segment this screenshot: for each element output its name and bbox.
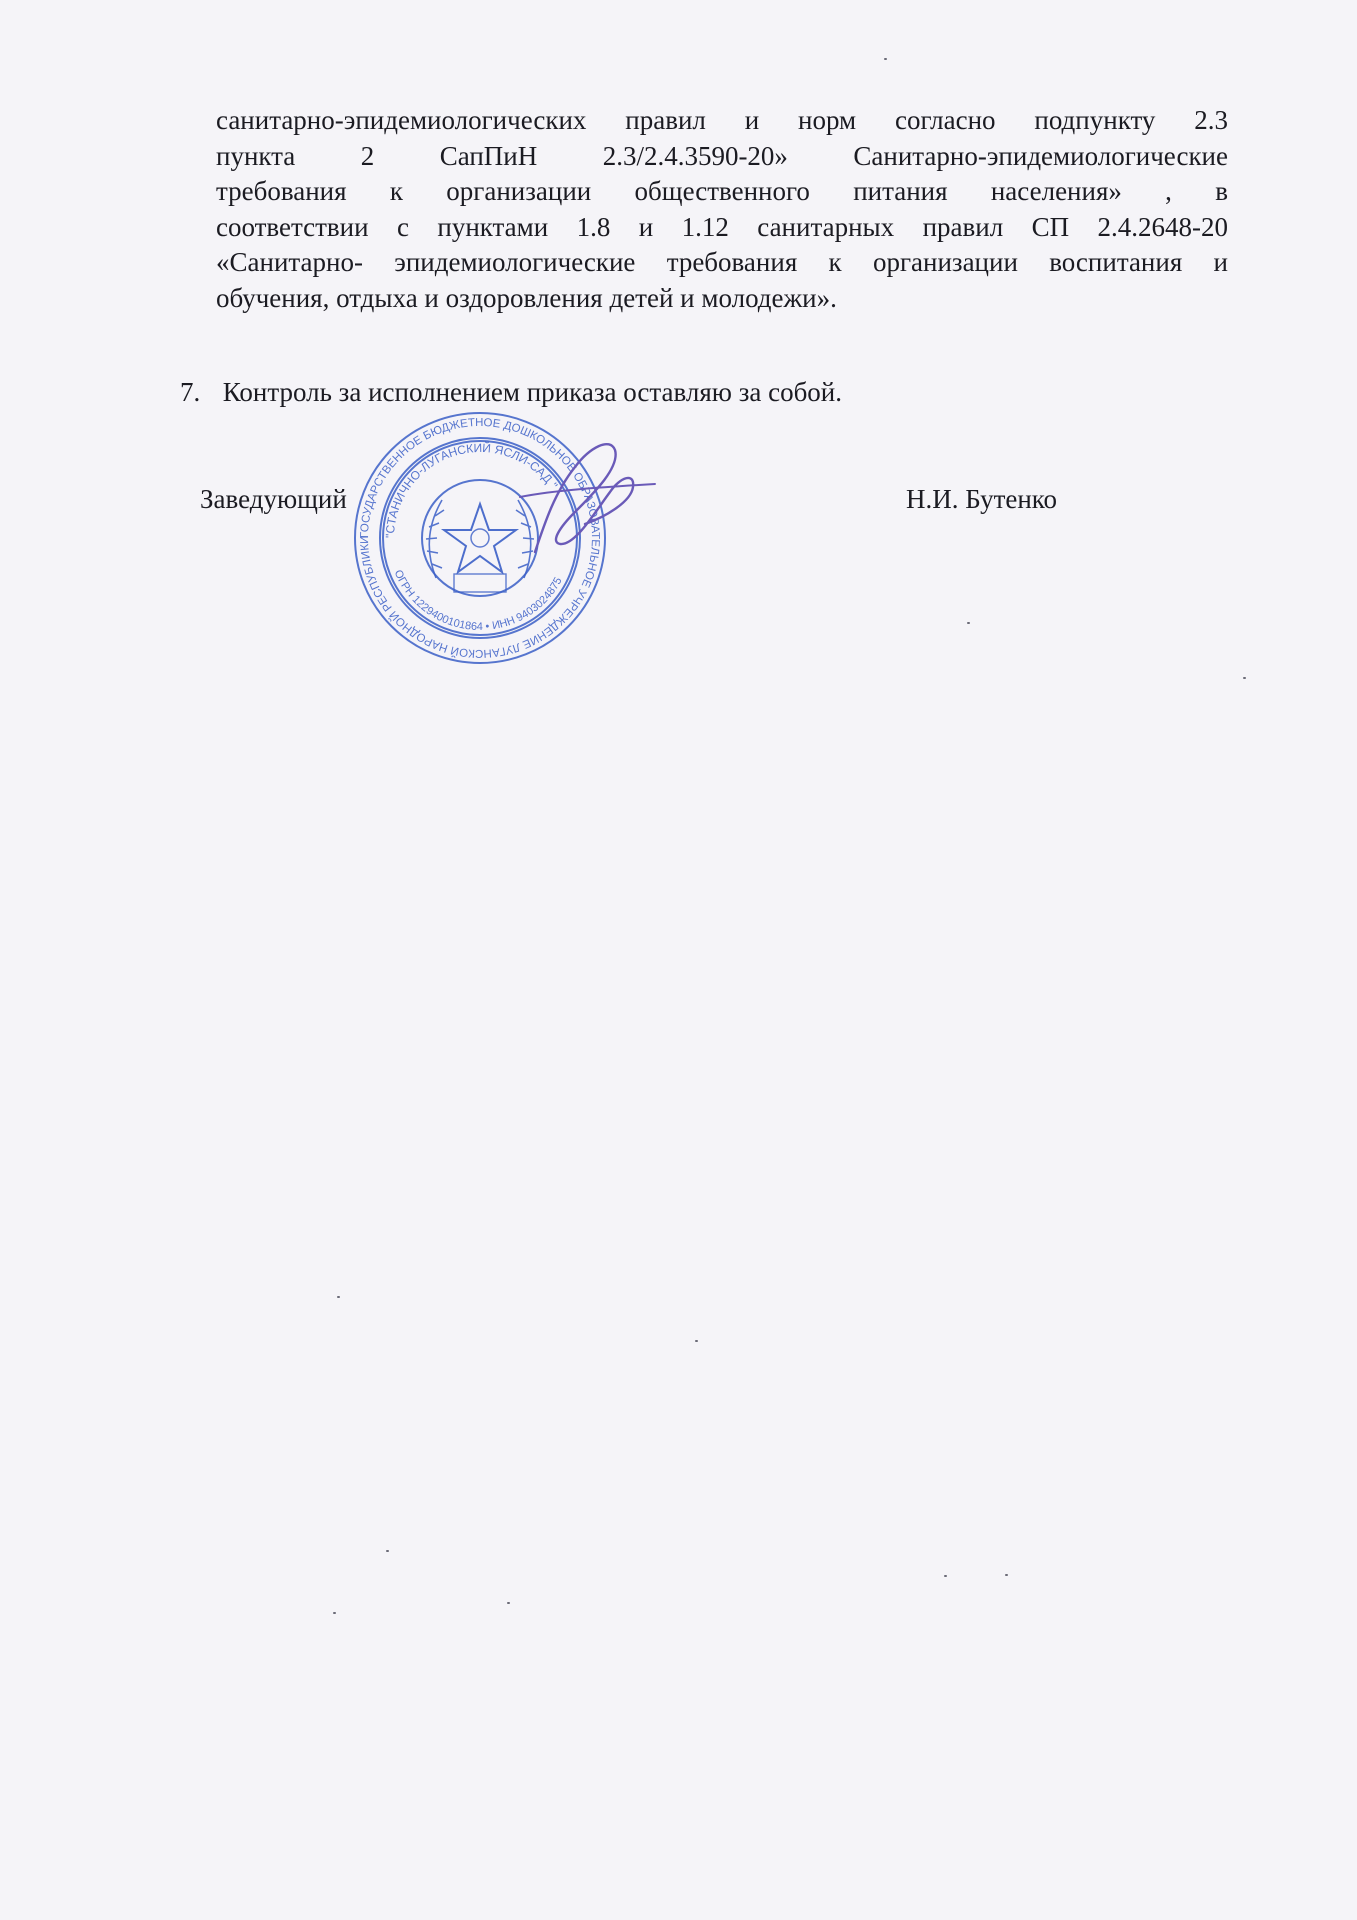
scan-speck [507,1602,510,1604]
paragraph-line: санитарно-эпидемиологических правил и норм согласно подпункту 2.3 [216,105,1228,135]
list-item-text: Контроль за исполнением приказа оставляю за собой. [222,377,843,407]
scan-speck [1243,677,1246,679]
list-item-number: 7. [180,377,201,407]
stamp-inner-text: "СТАНИЧНО-ЛУГАНСКИЙ ЯСЛИ-САД " [382,440,561,539]
svg-text:ОГРН 1229400101864 • ИНН 94030 [392,568,565,633]
handwritten-signature [515,432,660,572]
signatory-title: Заведующий [200,484,347,514]
scan-speck [884,58,887,60]
scan-speck [333,1612,336,1614]
scan-speck [944,1575,947,1577]
paragraph-line: обучения, отдыха и оздоровления детей и молодежи». [216,282,837,313]
paragraph-line: соответствии с пунктами 1.8 и 1.12 санитарных правил СП 2.4.2648-20 [216,211,1228,242]
stamp-bottom-text: ОГРН 1229400101864 • ИНН 9403024875 [391,568,565,634]
signatory-name: Н.И. Бутенко [906,484,1058,514]
scan-speck [695,1340,698,1342]
scan-speck [967,622,970,624]
scan-speck [1005,1574,1008,1576]
scan-speck [337,1296,340,1298]
stamp-outer-text: ГОСУДАРСТВЕННОЕ БЮДЖЕТНОЕ ДОШКОЛЬНОЕ ОБРАЗОВАТЕЛЬНОЕ УЧРЕЖДЕНИЕ ЛУГАНСКОЙ НАРОДНОЙ РЕСПУБЛИКИ [358,416,602,660]
paragraph-line: требования к организации общественного питания населения» , в [216,176,1228,206]
list-item-7 [180,375,842,410]
paragraph-line: «Санитарно- эпидемиологические требования к организации воспитания и [216,247,1228,277]
paragraph-line: пункта 2 СапПиН 2.3/2.4.3590-20» Санитарно-эпидемиологические [216,140,1228,171]
scan-speck [386,1550,389,1552]
star-icon [444,504,516,572]
paragraph-continued [216,103,1228,316]
